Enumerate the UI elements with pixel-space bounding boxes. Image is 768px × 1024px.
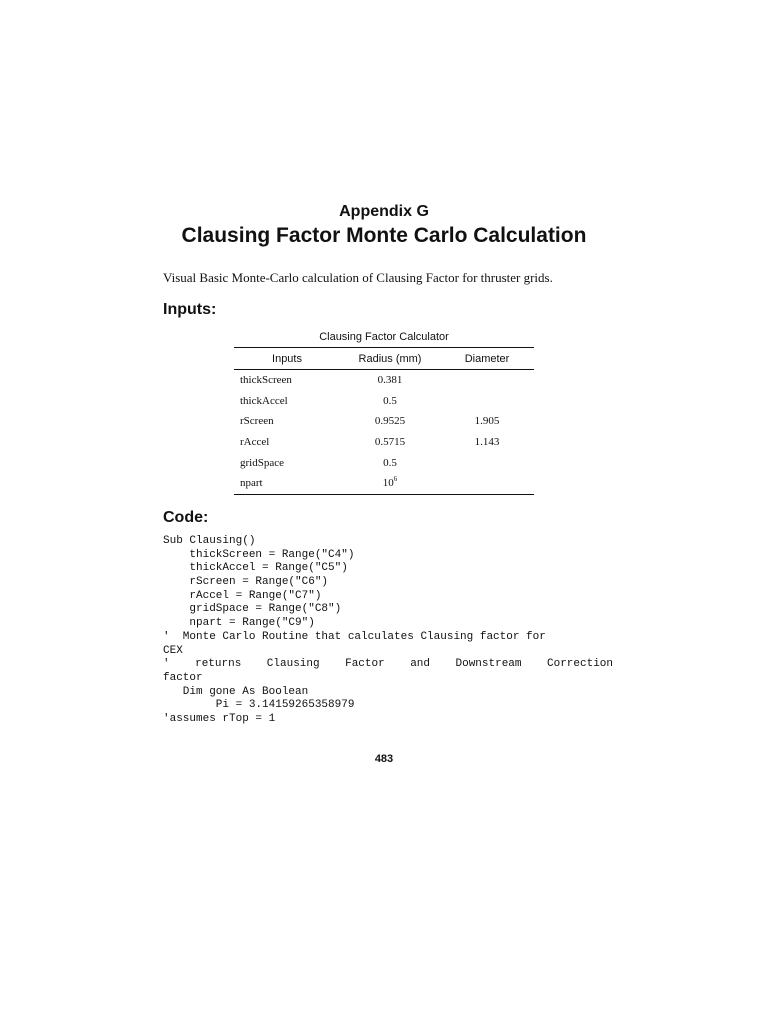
row-diameter: 1.143 (474, 436, 500, 449)
row-name: thickAccel (240, 394, 288, 407)
code-line: npart = Range("C9") (163, 617, 315, 630)
page-title: Clausing Factor Monte Carlo Calculation (181, 224, 587, 247)
row-diameter (440, 452, 534, 473)
row-radius: 0.381 (377, 374, 403, 387)
code-line: thickAccel = Range("C5") (163, 562, 348, 575)
row-radius: 0.5 (383, 456, 397, 469)
code-line: rAccel = Range("C7") (163, 589, 322, 602)
row-radius: 0.5 (383, 394, 397, 407)
radius-base: 10 (382, 477, 394, 490)
code-heading: Code: (163, 509, 209, 526)
table-row (234, 473, 534, 494)
header-radius: Radius (mm) (358, 352, 422, 365)
row-radius: 0.9525 (374, 415, 406, 428)
header-diameter: Diameter (464, 352, 510, 365)
page-number: 483 (374, 753, 394, 765)
table-row (234, 391, 534, 412)
table-row (234, 432, 534, 453)
radius-exponent: 6 (393, 475, 398, 484)
row-radius (340, 473, 440, 494)
code-line: Pi = 3.14159265358979 (163, 699, 355, 712)
code-line: ' returns Clausing Factor and Downstream Correction (163, 658, 613, 671)
code-line: rScreen = Range("C6") (163, 576, 329, 589)
table-row (234, 411, 534, 432)
code-line: gridSpace = Range("C8") (163, 603, 342, 616)
code-line: thickScreen = Range("C4") (163, 548, 355, 561)
row-name: rScreen (240, 415, 274, 428)
table-header-row (234, 348, 534, 370)
code-line: ' Monte Carlo Routine that calculates Clausing factor for (163, 630, 546, 643)
header-inputs: Inputs (272, 352, 302, 365)
clausing-calculator-table (234, 347, 534, 495)
inputs-heading: Inputs: (163, 301, 217, 318)
row-name: thickScreen (240, 374, 292, 387)
row-name: gridSpace (240, 456, 284, 469)
code-line: Dim gone As Boolean (163, 685, 309, 698)
row-name: npart (240, 477, 263, 490)
row-diameter (440, 370, 534, 391)
table-caption: Clausing Factor Calculator (319, 331, 449, 343)
row-diameter (440, 473, 534, 494)
code-line: 'assumes rTop = 1 (163, 712, 276, 725)
appendix-label: Appendix G (339, 203, 429, 220)
code-line: Sub Clausing() (163, 535, 256, 547)
code-listing (163, 535, 613, 727)
intro-paragraph: Visual Basic Monte-Carlo calculation of Clausing Factor for thruster grids. (163, 270, 553, 285)
row-diameter (440, 391, 534, 412)
row-radius: 0.5715 (374, 436, 406, 449)
table-row (234, 370, 534, 391)
code-line: factor (163, 671, 203, 684)
row-diameter: 1.905 (474, 415, 500, 428)
table-row (234, 452, 534, 473)
code-line: CEX (163, 644, 183, 657)
row-name: rAccel (240, 436, 270, 449)
